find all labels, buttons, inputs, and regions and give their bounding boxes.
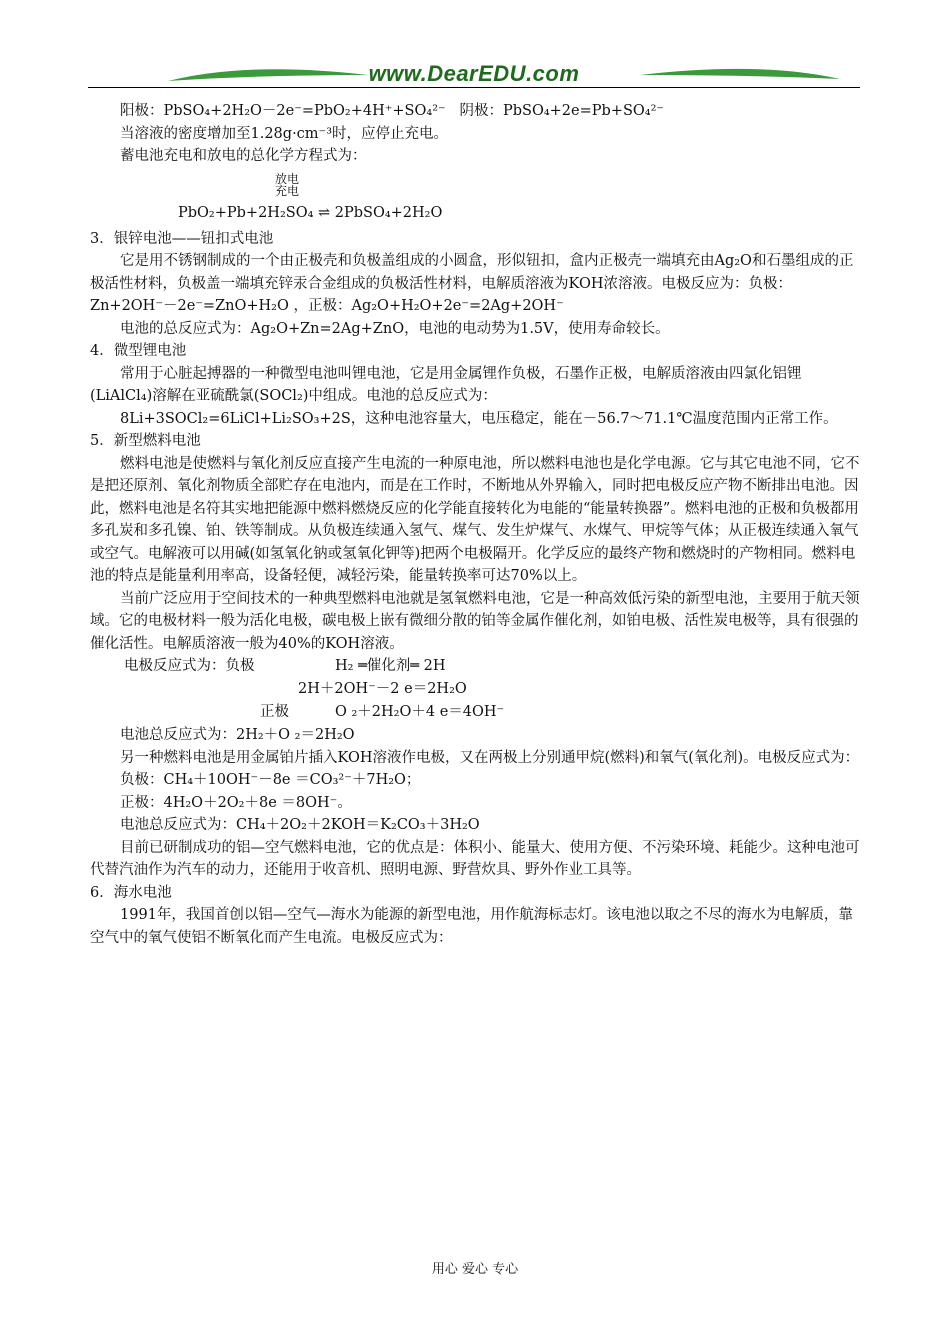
negative-reaction-2: 2H＋2OH⁻－2 e＝2H₂O	[298, 681, 467, 697]
site-logo[interactable]: www.DearEDU.com	[368, 61, 580, 86]
charge-discharge-formula: PbO₂+Pb+2H₂SO₄ ⇌ 2PbSO₄+2H₂O	[178, 204, 443, 221]
density-note: 当溶液的密度增加至1.28g·cm⁻³时，应停止充电。	[120, 125, 449, 142]
section-4-paragraph-1: 常用于心脏起搏器的一种微型电池叫锂电池，它是用金属锂作负极，石墨作正极，电解质溶液由四氯化铝锂(LiAlCl₄)溶解在亚硫酰氯(SOCl₂)中组成。电池的总反应式为：	[90, 365, 802, 404]
anode-equation: 阳极：PbSO₄+2H₂O－2e⁻=PbO₂+4H⁺+SO₄²⁻ 阴极：PbSO₄+2e=Pb+SO₄²⁻	[120, 103, 665, 119]
section-5-title: 5．新型燃料电池	[90, 433, 201, 449]
section-3-title: 3．银锌电池——钮扣式电池	[90, 230, 274, 247]
page-footer: 用心 爱心 专心	[431, 1262, 519, 1277]
electrode-reaction-positive	[90, 701, 860, 724]
negative-reaction-1: H₂ ═催化剂═ 2H	[335, 658, 446, 674]
section-5-paragraph-1: 燃料电池是使燃料与氧化剂反应直接产生电流的一种原电池，所以燃料电池也是化学电源。它与其它电池不同，它不是把还原剂、氧化剂物质全部贮存在电池内，而是在工作时，不断地从外界输入，同时把电极反应产物不断排出电池。因此，燃料电池是名符其实地把能源中燃料燃烧反应的化学能直接转化为电能的“能量转换器”。燃料电池的正极和负极都用多孔炭和多孔镍、铂、铁等制成。从负极连续通入氢气、煤气、发生炉煤气、水煤气、甲烷等气体；从正极连续通入氧气或空气。电解液可以用碱(如氢氧化钠或氢氧化钾等)把两个电极隔开。化学反应的最终产物和燃烧时的产物相同。燃料电池的特点是能量利用率高，设备轻便，减轻污染，能量转换率可达70%以上。	[90, 455, 860, 584]
section-5-paragraph-2: 当前广泛应用于空间技术的一种典型燃料电池就是氢氧燃料电池，它是一种高效低污染的新型电池，主要用于航天领域。它的电极材料一般为活化电极，碳电极上嵌有微细分散的铂等金属作催化剂，如铂电极、活性炭电极等，具有很强的催化活性。电解质溶液一般为40%的KOH溶液。	[90, 590, 860, 652]
electrode-reaction-negative-1	[90, 655, 860, 678]
discharge-label: 放电	[275, 171, 300, 186]
methane-positive-reaction: 正极：4H₂O＋2O₂＋8e ＝8OH⁻。	[120, 794, 352, 811]
charge-discharge-equation	[90, 168, 860, 228]
section-6-paragraph-1: 1991年，我国首创以铝—空气—海水为能源的新型电池，用作航海标志灯。该电池以取之不尽的海水为电解质，靠空气中的氧气使铝不断氧化而产生电流。电极反应式为：	[90, 907, 853, 946]
section-4-paragraph-2: 8Li+3SOCl₂=6LiCl+Li₂SO₃+2S，这种电池容量大，电压稳定，能在－56.7～71.1℃温度范围内正常工作。	[120, 410, 838, 427]
document-body	[90, 100, 860, 949]
section-4-title: 4．微型锂电池	[90, 343, 187, 359]
charge-label: 充电	[275, 183, 300, 198]
section-5-paragraph-3: 另一种燃料电池是用金属铂片插入KOH溶液作电极，又在两极上分别通甲烷(燃料)和氧气(氧化剂)。电极反应式为：	[120, 749, 860, 766]
section-3-paragraph-2: 电池的总反应式为：Ag₂O+Zn=2Ag+ZnO，电池的电动势为1.5V，使用寿命较长。	[120, 320, 670, 337]
electrode-reaction-label: 电极反应式为：负极	[124, 658, 255, 674]
section-5-paragraph-4: 目前已研制成功的铝—空气燃料电池，它的优点是：体积小、能量大、使用方便、不污染环境、耗能少。这种电池可代替汽油作为汽车的动力，还能用于收音机、照明电源、野营炊具、野外作业工具等。	[90, 839, 860, 878]
electrode-reaction-negative-2	[90, 678, 860, 701]
total-equation-intro: 蓄电池充电和放电的总化学方程式为：	[120, 148, 367, 164]
methane-total-reaction: 电池总反应式为：CH₄＋2O₂＋2KOH＝K₂CO₃＋3H₂O	[120, 817, 480, 833]
section-6-title: 6．海水电池	[90, 884, 172, 901]
page-header	[88, 55, 860, 95]
methane-negative-reaction: 负极：CH₄＋10OH⁻－8e ＝CO₃²⁻＋7H₂O；	[120, 772, 421, 788]
section-3-paragraph-1: 它是用不锈钢制成的一个由正极壳和负极盖组成的小圆盒，形似钮扣，盒内正极壳一端填充由Ag₂O和石墨组成的正极活性材料，负极盖一端填充锌汞合金组成的负极活性材料，电解质溶液为KOH浓溶液。电极反应为：负极：Zn+2OH⁻－2e⁻=ZnO+H₂O ，正极：Ag₂O+H₂O+2e⁻=2Ag+2OH⁻	[90, 253, 854, 314]
positive-reaction: O ₂＋2H₂O＋4 e＝4OH⁻	[335, 704, 505, 720]
header-rule	[88, 87, 860, 88]
hydrogen-total-reaction: 电池总反应式为：2H₂＋O ₂＝2H₂O	[120, 727, 355, 743]
positive-label: 正极	[260, 704, 289, 720]
